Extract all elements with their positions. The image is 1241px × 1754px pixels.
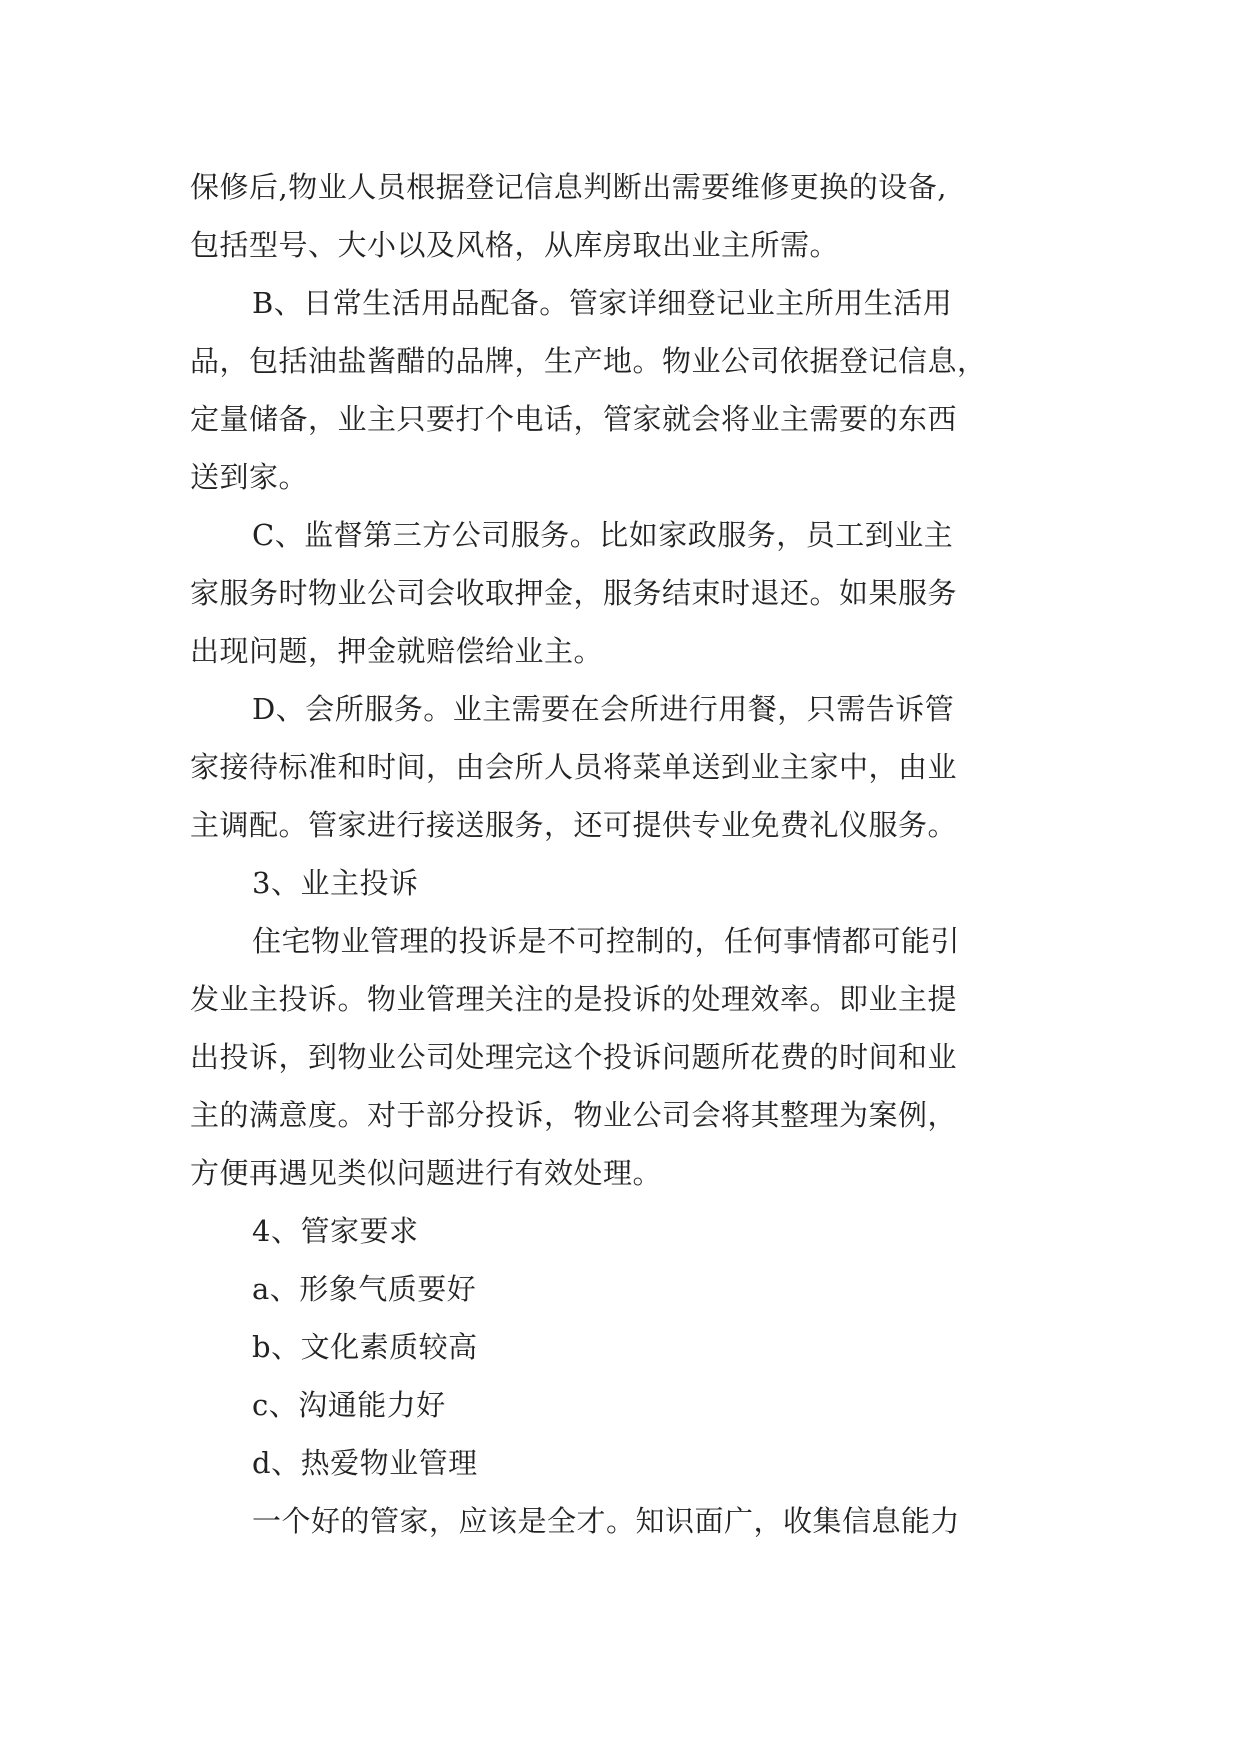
text-line: C、监督第三方公司服务。比如家政服务，员工到业主 xyxy=(252,518,954,552)
text-line: 包括型号、大小以及风格，从库房取出业主所需。 xyxy=(190,228,840,262)
text-line: 品，包括油盐酱醋的品牌，生产地。物业公司依据登记信息， xyxy=(190,344,987,378)
text-line: 出投诉，到物业公司处理完这个投诉问题所花费的时间和业 xyxy=(190,1040,958,1074)
list-item: a、形象气质要好 xyxy=(252,1272,477,1306)
list-item: d、热爱物业管理 xyxy=(252,1446,478,1480)
text-line: 家接待标准和时间，由会所人员将菜单送到业主家中，由业 xyxy=(190,750,958,784)
section-heading: 3、业主投诉 xyxy=(252,866,419,900)
text-line: B、日常生活用品配备。管家详细登记业主所用生活用 xyxy=(252,286,953,320)
list-item: c、沟通能力好 xyxy=(252,1388,446,1422)
text-line: 一个好的管家，应该是全才。知识面广，收集信息能力 xyxy=(252,1504,961,1538)
text-line: 发业主投诉。物业管理关注的是投诉的处理效率。即业主提 xyxy=(190,982,958,1016)
section-heading: 4、管家要求 xyxy=(252,1214,419,1248)
text-line: 定量储备，业主只要打个电话，管家就会将业主需要的东西 xyxy=(190,402,958,436)
text-line: 方便再遇见类似问题进行有效处理。 xyxy=(190,1156,663,1190)
text-line: D、会所服务。业主需要在会所进行用餐，只需告诉管 xyxy=(252,692,955,726)
document-body xyxy=(190,158,1090,1550)
text-line: 送到家。 xyxy=(190,460,309,494)
text-line: 家服务时物业公司会收取押金，服务结束时退还。如果服务 xyxy=(190,576,958,610)
text-line: 保修后,物业人员根据登记信息判断出需要维修更换的设备, xyxy=(190,170,947,204)
list-item: b、文化素质较高 xyxy=(252,1330,478,1364)
text-line: 主的满意度。对于部分投诉，物业公司会将其整理为案例， xyxy=(190,1098,958,1132)
text-line: 住宅物业管理的投诉是不可控制的，任何事情都可能引 xyxy=(252,924,961,958)
text-line: 出现问题，押金就赔偿给业主。 xyxy=(190,634,604,668)
text-line: 主调配。管家进行接送服务，还可提供专业免费礼仪服务。 xyxy=(190,808,958,842)
